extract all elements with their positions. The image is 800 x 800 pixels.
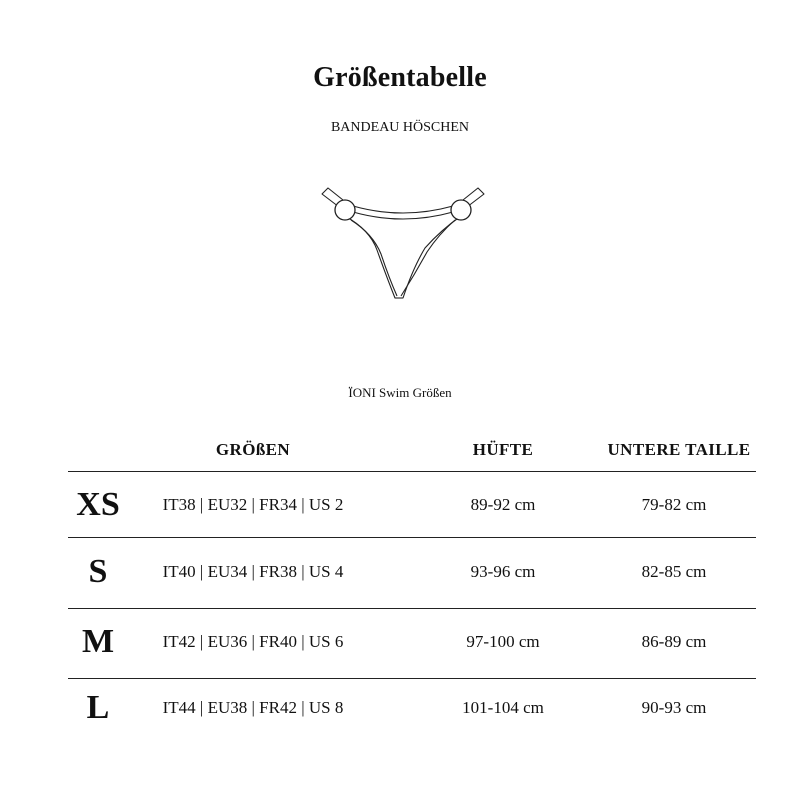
waist-value: 86-89 cm [641,632,707,651]
table-divider [68,537,756,538]
hip-value: 101-104 cm [462,698,544,717]
waist-value: 90-93 cm [641,698,707,717]
size-label: XS [76,486,120,523]
waist-value: 82-85 cm [641,562,707,581]
header-sizes: GRÖßEN [215,440,291,459]
page-title: Größentabelle [313,62,487,93]
size-conversions: IT40 | EU34 | FR38 | US 4 [162,562,344,581]
table-row [68,475,756,535]
hip-value: 89-92 cm [470,495,536,514]
product-name: BANDEAU HÖSCHEN [330,120,470,135]
size-label: L [86,689,110,726]
waist-value: 79-82 cm [641,495,707,514]
header-waist: UNTERE TAILLE [607,440,751,459]
size-conversions: IT38 | EU32 | FR34 | US 2 [162,495,344,514]
table-row [68,542,756,602]
table-divider [68,471,756,472]
bikini-bottom-icon [315,178,491,303]
table-row [68,678,756,738]
table-divider [68,608,756,609]
hip-value: 97-100 cm [466,632,540,651]
size-conversions: IT44 | EU38 | FR42 | US 8 [162,698,344,717]
header-hip: HÜFTE [472,440,534,459]
size-label: M [81,623,115,660]
size-conversions: IT42 | EU36 | FR40 | US 6 [162,632,344,651]
brand-caption: ÏONI Swim Größen [348,385,452,400]
size-label: S [88,553,108,590]
table-row [68,612,756,672]
hip-value: 93-96 cm [470,562,536,581]
